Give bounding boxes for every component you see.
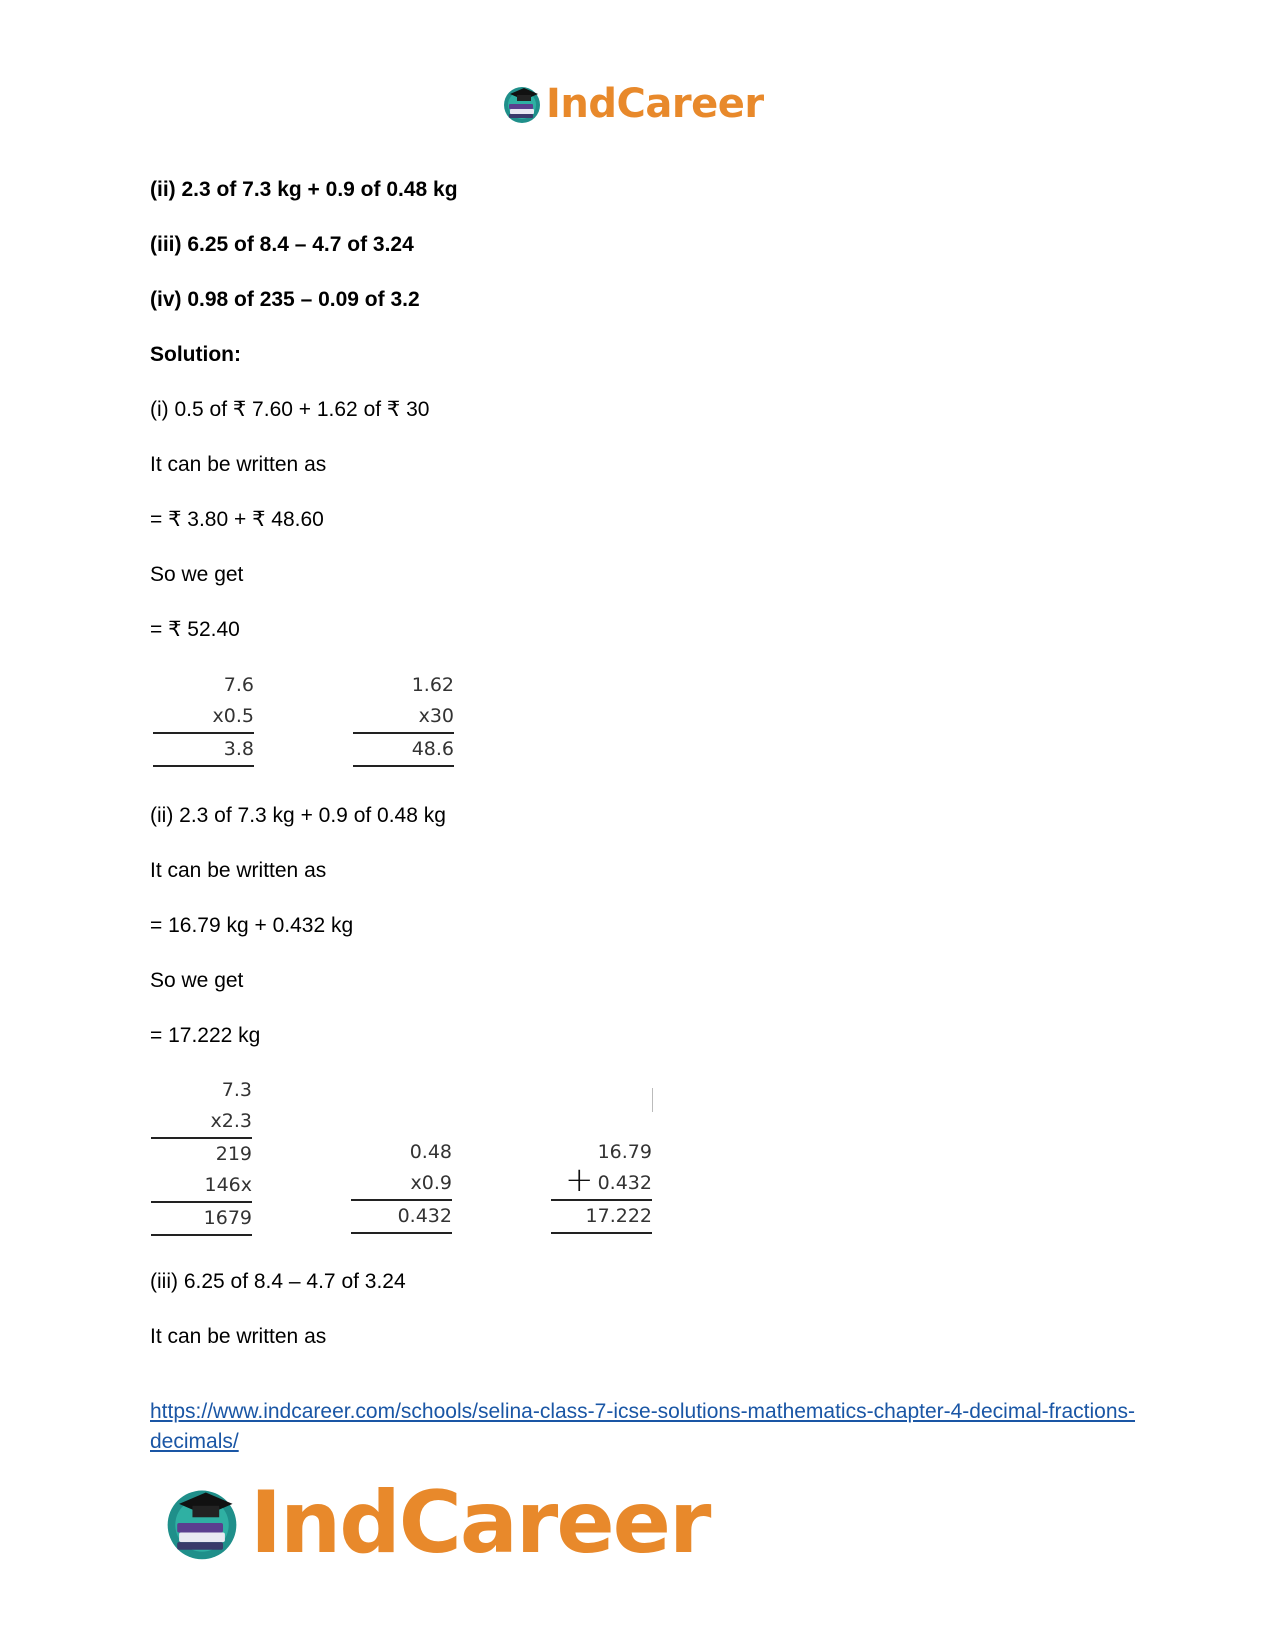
calc-row: 16.79 (597, 1141, 652, 1163)
divider (652, 1088, 653, 1112)
part-ii-line3: So we get (150, 969, 244, 992)
plus-sign: + (565, 1160, 594, 1200)
calc-row: x2.3 (151, 1106, 252, 1139)
solution-heading: Solution: (150, 343, 241, 366)
part-ii-calc-b (351, 1137, 452, 1234)
graduation-cap-books-globe-icon (160, 1481, 244, 1565)
part-ii-calc-a (151, 1075, 252, 1236)
part-i-result: = ₹ 52.40 (150, 618, 240, 641)
question-iii: (iii) 6.25 of 8.4 – 4.7 of 3.24 (150, 233, 414, 256)
part-ii-calc-c (551, 1137, 652, 1234)
graduation-cap-books-globe-icon (500, 82, 544, 126)
calc-row: 17.222 (551, 1201, 652, 1234)
part-ii-result: = 17.222 kg (150, 1024, 261, 1047)
calc-row: 1.62 (411, 674, 454, 696)
question-iv: (iv) 0.98 of 235 – 0.09 of 3.2 (150, 288, 420, 311)
part-iii-title: (iii) 6.25 of 8.4 – 4.7 of 3.24 (150, 1270, 406, 1293)
calc-row (551, 1160, 652, 1201)
question-ii: (ii) 2.3 of 7.3 kg + 0.9 of 0.48 kg (150, 178, 458, 201)
indcareer-logo-top (500, 78, 764, 130)
calc-row: 0.48 (409, 1141, 452, 1163)
part-i-calc-b (353, 670, 454, 767)
part-iii-line1: It can be written as (150, 1325, 327, 1348)
calc-row: 3.8 (153, 734, 254, 767)
logo-wordmark: IndCareer (250, 1473, 710, 1573)
calc-row: 146x (151, 1170, 252, 1203)
part-ii-title: (ii) 2.3 of 7.3 kg + 0.9 of 0.48 kg (150, 804, 446, 827)
part-i-line1: It can be written as (150, 453, 327, 476)
part-ii-line2: = 16.79 kg + 0.432 kg (150, 914, 354, 937)
part-i-calc-a (153, 670, 254, 767)
part-ii-line1: It can be written as (150, 859, 327, 882)
calc-row: 0.432 (351, 1201, 452, 1234)
calc-row: 7.6 (223, 674, 254, 696)
indcareer-logo-bottom (160, 1468, 709, 1578)
part-i-line3: So we get (150, 563, 244, 586)
calc-row: x0.5 (153, 701, 254, 734)
calc-value: 0.432 (597, 1172, 652, 1194)
calc-row: 48.6 (353, 734, 454, 767)
part-i-title: (i) 0.5 of ₹ 7.60 + 1.62 of ₹ 30 (150, 398, 430, 421)
calc-row: 7.3 (221, 1079, 252, 1101)
calc-row: 219 (215, 1143, 252, 1165)
logo-wordmark: IndCareer (546, 81, 764, 127)
part-i-line2: = ₹ 3.80 + ₹ 48.60 (150, 508, 324, 531)
calc-row: x30 (353, 701, 454, 734)
calc-row: x0.9 (351, 1168, 452, 1201)
calc-row: 1679 (151, 1203, 252, 1236)
footer-link[interactable]: https://www.indcareer.com/schools/selina-class-7-icse-solutions-mathematics-chapter-4-decimal-fractions-decimals/ (150, 1400, 1136, 1453)
